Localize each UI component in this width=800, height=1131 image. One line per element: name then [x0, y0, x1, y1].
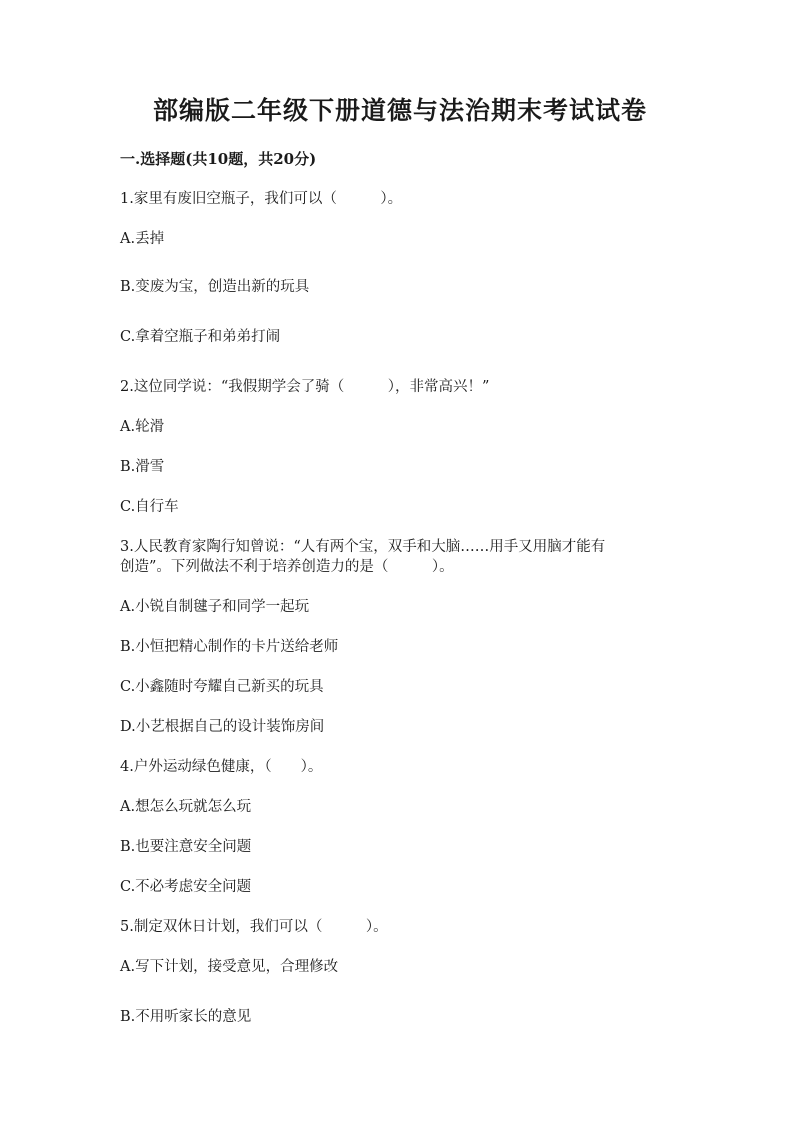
- question-2-option-a: A.轮滑: [120, 419, 165, 435]
- question-1-option-b: B.变废为宝，创造出新的玩具: [120, 279, 310, 295]
- question-4-option-a: A.想怎么玩就怎么玩: [120, 799, 252, 815]
- question-2-option-b: B.滑雪: [120, 459, 165, 475]
- question-4-option-c: C.不必考虑安全问题: [120, 879, 252, 895]
- question-4-stem: 4.户外运动绿色健康，（ ）。: [120, 759, 323, 775]
- question-4-option-b: B.也要注意安全问题: [120, 839, 252, 855]
- question-1-stem: 1.家里有废旧空瓶子，我们可以（ ）。: [120, 191, 403, 207]
- question-2-option-c: C.自行车: [120, 499, 179, 515]
- question-1-option-c: C.拿着空瓶子和弟弟打闹: [120, 329, 281, 345]
- question-3-option-c: C.小鑫随时夸耀自己新买的玩具: [120, 679, 324, 695]
- question-1-option-a: A.丢掉: [120, 231, 165, 247]
- question-3-option-b: B.小恒把精心制作的卡片送给老师: [120, 639, 339, 655]
- question-5-stem: 5.制定双休日计划，我们可以（ ）。: [120, 919, 388, 935]
- question-3-stem: [120, 537, 680, 577]
- question-2-stem: 2.这位同学说：“我假期学会了骑（ ），非常高兴！”: [120, 379, 490, 395]
- page-title: 部编版二年级下册道德与法治期末考试试卷: [152, 96, 647, 125]
- question-5-option-a: A.写下计划，接受意见，合理修改: [120, 959, 339, 975]
- question-3-stem-line-2: 创造”。下列做法不利于培养创造力的是（ ）。: [120, 559, 454, 575]
- question-5-option-b: B.不用听家长的意见: [120, 1009, 252, 1025]
- question-3-option-d: D.小艺根据自己的设计装饰房间: [120, 719, 325, 735]
- section-header: 一.选择题(共10题，共20分): [120, 150, 317, 168]
- question-3-stem-line-1: 3.人民教育家陶行知曾说：“人有两个宝，双手和大脑……用手又用脑才能有: [120, 539, 606, 555]
- question-3-option-a: A.小锐自制毽子和同学一起玩: [120, 599, 310, 615]
